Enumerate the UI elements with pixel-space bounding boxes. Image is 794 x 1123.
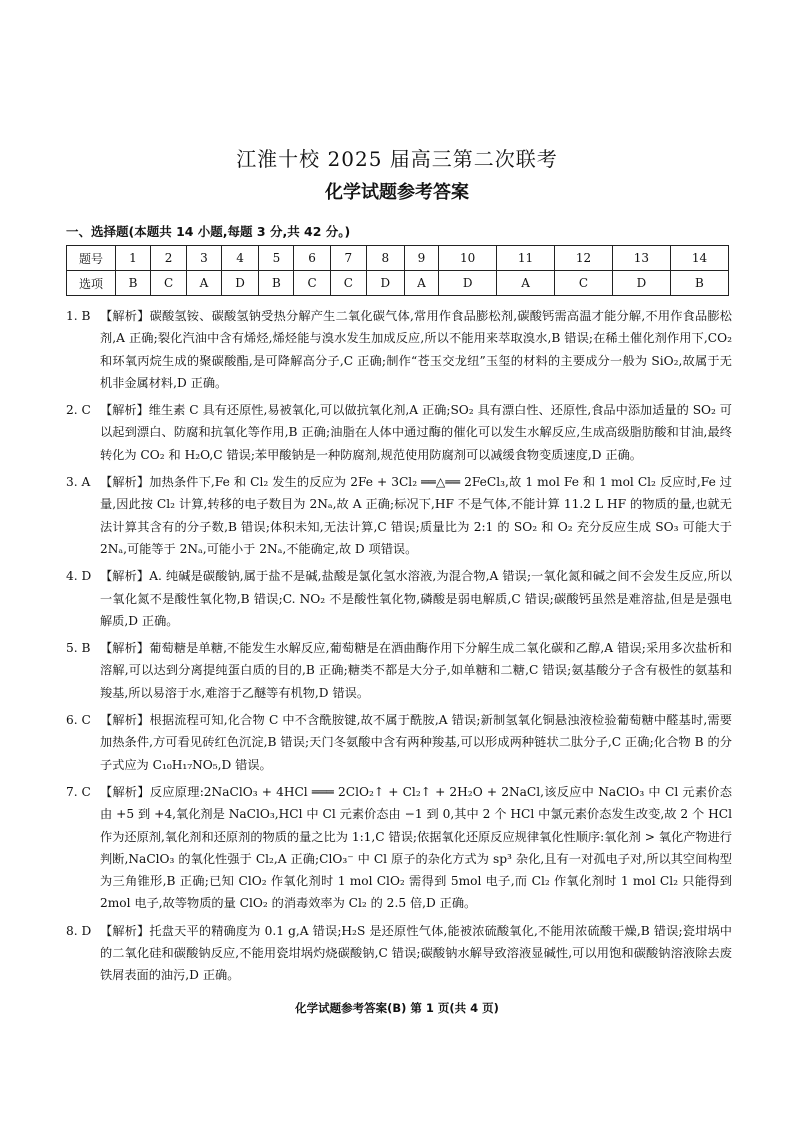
question-number: 14 bbox=[670, 246, 728, 271]
item-number: 3. A bbox=[66, 475, 91, 490]
answer-choice: A bbox=[497, 271, 555, 296]
item-number: 8. D bbox=[66, 923, 92, 938]
item-number: 7. C bbox=[66, 784, 91, 799]
explanation-item bbox=[66, 637, 732, 704]
question-number: 10 bbox=[439, 246, 497, 271]
answer-choice: D bbox=[439, 271, 497, 296]
question-number: 13 bbox=[612, 246, 670, 271]
item-number: 4. D bbox=[66, 569, 92, 584]
answer-choice: D bbox=[366, 271, 404, 296]
answer-choice: C bbox=[330, 271, 366, 296]
item-text: 【解析】反应原理:2NaClO₃ + 4HCl ═══ 2ClO₂↑ + Cl₂↑ + 2H₂O + 2NaCl,该反应中 NaClO₃ 中 Cl 元素价态由 +5 到 +4,氧化剂是 NaClO₃,HCl 中 Cl 元素价态由 −1 到 0,其中 2 个 HCl 中氯元素价态发生改变,故 2 个 HCl 作为还原剂,氧化剂和还原剂的物质的量之比为 1:1,C 错误;依据氧化还原反应规律氧化性顺序:氧化剂 > 氧化产物进行判断,NaClO₃ 的氧化性强于 Cl₂,A 正确;ClO₃⁻ 中 Cl 原子的杂化方式为 sp³ 杂化,且有一对孤电子对,所以其空间构型为三角锥形,B 正确;已知 ClO₂ 作氧化剂时 1 mol ClO₂ 需得到 5mol 电子,而 Cl₂ 作氧化剂时 1 mol Cl₂ 只能得到 2mol 电子,故等物质的量 ClO₂ 的消毒效率为 Cl₂ 的 2.5 倍,D 正确。 bbox=[100, 784, 732, 911]
item-number: 6. C bbox=[66, 713, 91, 728]
answer-choice: C bbox=[294, 271, 330, 296]
row-label: 题号 bbox=[67, 246, 116, 271]
answer-choice: C bbox=[150, 271, 186, 296]
question-number: 6 bbox=[294, 246, 330, 271]
question-number: 4 bbox=[221, 246, 259, 271]
explanation-item bbox=[66, 565, 732, 632]
item-text: 【解析】托盘天平的精确度为 0.1 g,A 错误;H₂S 是还原性气体,能被浓硫酸氧化,不能用浓硫酸干燥,B 错误;瓷坩埚中的二氧化硅和碳酸钠反应,不能用瓷坩埚灼烧碳酸钠,C 错误;碳酸钠水解导致溶液显碱性,可以用饱和碳酸钠溶液除去废铁屑表面的油污,D 正确。 bbox=[100, 923, 732, 983]
item-text: 【解析】维生素 C 具有还原性,易被氧化,可以做抗氧化剂,A 正确;SO₂ 具有漂白性、还原性,食品中添加适量的 SO₂ 可以起到漂白、防腐和抗氧化等作用,B 正确;油脂在人体中通过酶的催化可以发生水解反应,生成高级脂肪酸和甘油,最终转化为 CO₂ 和 H₂O,C 错误;苯甲酸钠是一种防腐剂,规范使用防腐剂可以减缓食物变质速度,D 正确。 bbox=[100, 403, 732, 462]
item-number: 2. C bbox=[66, 403, 91, 418]
answer-choice: B bbox=[116, 271, 151, 296]
question-number: 2 bbox=[150, 246, 186, 271]
explanation-item bbox=[66, 920, 732, 987]
question-number: 11 bbox=[497, 246, 555, 271]
question-number: 12 bbox=[555, 246, 613, 271]
row-label: 选项 bbox=[67, 271, 116, 296]
answer-choice: A bbox=[404, 271, 438, 296]
item-number: 1. B bbox=[66, 309, 91, 323]
question-number: 7 bbox=[330, 246, 366, 271]
answer-choice: B bbox=[259, 271, 294, 296]
exam-title: 江淮十校 2025 届高三第二次联考 bbox=[236, 147, 558, 171]
answer-choice: D bbox=[221, 271, 259, 296]
question-number: 5 bbox=[259, 246, 294, 271]
question-number: 1 bbox=[116, 246, 151, 271]
item-text: 【解析】加热条件下,Fe 和 Cl₂ 发生的反应为 2Fe + 3Cl₂ ══△══ 2FeCl₃,故 1 mol Fe 和 1 mol Cl₂ 反应时,Fe 过量,因此按 Cl₂ 计算,转移的电子数目为 2Nₐ,故 A 正确;标况下,HF 不是气体,不能计算 11.2 L HF 的物质的量,也就无法计算其含有的分子数,B 错误;体积未知,无法计算,C 错误;质量比为 2:1 的 SO₂ 和 O₂ 充分反应生成 SO₃ 可能大于 2Nₐ,可能等于 2Nₐ,可能小于 2Nₐ,不能确定,故 D 项错误。 bbox=[100, 475, 732, 556]
explanation-item bbox=[66, 709, 732, 776]
answer-table bbox=[66, 245, 729, 296]
explanation-item bbox=[66, 305, 732, 394]
question-number-row bbox=[67, 246, 729, 271]
exam-subtitle: 化学试题参考答案 bbox=[325, 182, 469, 203]
answer-choice: B bbox=[670, 271, 728, 296]
explanation-item bbox=[66, 781, 732, 915]
item-number: 5. B bbox=[66, 641, 91, 656]
answer-choice: A bbox=[187, 271, 221, 296]
explanation-item bbox=[66, 399, 732, 466]
question-number: 3 bbox=[187, 246, 221, 271]
answer-choice: C bbox=[555, 271, 613, 296]
explanation-item bbox=[66, 471, 732, 560]
section-heading: 一、选择题(本题共 14 小题,每题 3 分,共 42 分。) bbox=[66, 224, 351, 239]
answer-choice: D bbox=[612, 271, 670, 296]
item-text: 【解析】葡萄糖是单糖,不能发生水解反应,葡萄糖是在酒曲酶作用下分解生成二氧化碳和乙醇,A 错误;采用多次盐析和溶解,可以达到分离提纯蛋白质的目的,B 正确;糖类不都是大分子,如单糖和二糖,C 错误;氨基酸分子含有极性的氨基和羧基,所以易溶于水,难溶于乙醚等有机物,D 错误。 bbox=[100, 641, 732, 700]
answer-row bbox=[67, 271, 729, 296]
question-number: 9 bbox=[404, 246, 438, 271]
item-text: 【解析】根据流程可知,化合物 C 中不含酰胺键,故不属于酰胺,A 错误;新制氢氧化铜悬浊液检验葡萄糖中醛基时,需要加热条件,方可看见砖红色沉淀,B 错误;天门冬氨酸中含有两种羧基,可以形成两种链状二肽分子,C 正确;化合物 B 的分子式应为 C₁₀H₁₇NO₅,D 错误。 bbox=[100, 713, 732, 772]
page-footer: 化学试题参考答案(B) 第 1 页(共 4 页) bbox=[295, 1001, 499, 1015]
explanation-list bbox=[66, 305, 732, 992]
item-text: 【解析】碳酸氢铵、碳酸氢钠受热分解产生二氧化碳气体,常用作食品膨松剂,碳酸钙需高温才能分解,不用作食品膨松剂,A 正确;裂化汽油中含有烯烃,烯烃能与溴水发生加成反应,所以不能用来萃取溴水,B 错误;在稀土催化剂作用下,CO₂ 和环氧丙烷生成的聚碳酸酯,是可降解高分子,C 正确;制作“苍玉交龙纽”玉玺的材料的主要成分一般为 SiO₂,故属于无机非金属材料,D 正确。 bbox=[100, 309, 732, 390]
item-text: 【解析】A. 纯碱是碳酸钠,属于盐不是碱,盐酸是氯化氢水溶液,为混合物,A 错误;一氧化氮和碱之间不会发生反应,所以一氧化氮不是酸性氧化物,B 错误;C. NO₂ 不是酸性氧化物,磷酸是弱电解质,C 错误;碳酸钙虽然是难溶盐,但是是强电解质,D 正确。 bbox=[100, 569, 732, 628]
question-number: 8 bbox=[366, 246, 404, 271]
